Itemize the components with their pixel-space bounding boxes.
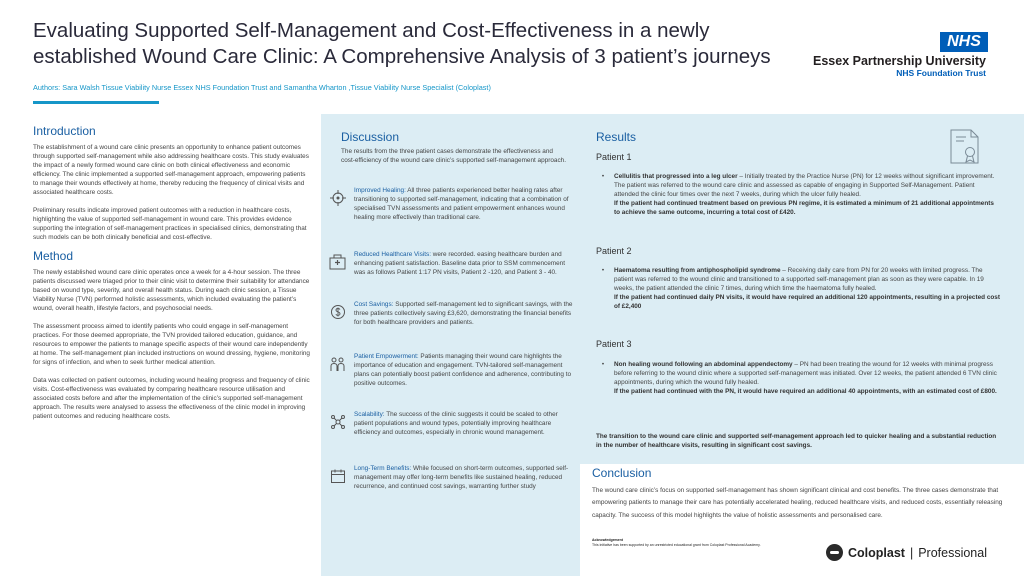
case-title: Haematoma resulting from antiphospholipid syndrome bbox=[614, 267, 781, 274]
conclusion-section bbox=[580, 464, 1024, 576]
discussion-lead: Long-Term Benefits: bbox=[354, 465, 412, 472]
bullet: • bbox=[601, 361, 605, 368]
discussion-text: Supported self-management led to significant savings, with the three patients collectively saving £3,620, demonstrating the financial benefits for both healthcare providers and patients. bbox=[354, 301, 573, 326]
logo-separator: | bbox=[909, 545, 914, 560]
discussion-item-empowerment bbox=[329, 352, 574, 388]
title-line-2: established Wound Care Clinic: A Comprehensive Analysis of 3 patient’s journeys bbox=[33, 45, 771, 68]
discussion-item-healing bbox=[329, 186, 574, 222]
patient-1-label: Patient 1 bbox=[596, 152, 632, 162]
patient-3-case bbox=[596, 360, 1001, 396]
crosshair-icon bbox=[329, 189, 346, 206]
discussion-intro: The results from the three patient cases demonstrate the effectiveness and cost-efficiency of the wound care clinic’s supported self-management approach. bbox=[341, 148, 566, 164]
discussion-lead: Cost Savings: bbox=[354, 301, 394, 308]
acknowledgement-title: Acknowledgement bbox=[592, 538, 623, 542]
calendar-icon bbox=[329, 467, 346, 484]
results-panel bbox=[580, 114, 1024, 464]
discussion-text: Patients managing their wound care highlights the importance of education and engagement. TVN-tailored self-management plans can potentially boost patient confidence and adherence, contributing to positive outcomes. bbox=[354, 353, 572, 387]
case-projection: If the patient had continued with the PN, it would have required an additional 40 appointments, with an estimated cost of £800. bbox=[614, 388, 997, 395]
discussion-text: While focused on short-term outcomes, supported self-management may offer long-term benefits like sustained healing, reduced recurrence, and continued cost savings, warranting further study bbox=[354, 465, 569, 490]
coloplast-mark-icon bbox=[826, 544, 843, 561]
discussion-item-visits bbox=[329, 250, 574, 277]
discussion-item-cost bbox=[329, 300, 574, 327]
patient-1-case bbox=[596, 172, 1001, 217]
poster-title bbox=[33, 18, 793, 70]
patient-2-case bbox=[596, 266, 1001, 311]
money-icon bbox=[329, 303, 346, 320]
coloplast-product: Professional bbox=[918, 545, 987, 560]
discussion-lead: Patient Empowerment: bbox=[354, 353, 419, 360]
results-summary: The transition to the wound care clinic and supported self-management approach led to quicker healing and a substantial reduction in the number of healthcare visits, resulting in significant cost savings. bbox=[596, 433, 997, 449]
results-heading: Results bbox=[596, 130, 637, 144]
method-paragraph-1: The newly established wound care clinic operates once a week for a 4-hour session. The three patients discussed were triaged prior to their clinic visit to determine their suitability for attendance based on wound type, severity, and overall health status. During each clinic session, a Tissue Viability Nurse (TVN) performed holistic assessments, which included evaluating the patient’s wound, overall health, lifestyle factors, and psychosocial needs. bbox=[33, 269, 310, 312]
certificate-icon bbox=[948, 128, 982, 166]
method-paragraph-2: The assessment process aimed to identify patients who could engage in self-management practices. For those deemed appropriate, the TVN provided tailored education, guidance, and resources to empower the patients to manage specific aspects of their wound care independently at home. The self-management plan included instructions on wound dressing, hygiene, monitoring for signs of infection, and when to seek further medical attention. bbox=[33, 323, 310, 366]
intro-method-column bbox=[33, 124, 311, 544]
case-projection: If the patient had continued treatment based on previous PN regime, it is estimated a minimum of 21 additional appointments to achieve the same outcome, incurring a total cost of £420. bbox=[614, 200, 994, 216]
discussion-text: were recorded. easing healthcare burden and enhancing patient satisfaction. Baseline data prior to SSM commencement was as follows Patient 1:17 PN visits, Patient 2 -120, and Patient 3 - 40. bbox=[354, 251, 566, 276]
discussion-lead: Reduced Healthcare Visits: bbox=[354, 251, 431, 258]
organisation-name: Essex Partnership University bbox=[813, 54, 986, 68]
case-title: Cellulitis that progressed into a leg ulcer bbox=[614, 173, 738, 180]
introduction-paragraph-2: Preliminary results indicate improved patient outcomes with a reduction in healthcare costs, highlighting the value of supported self-management in wound care. This provides evidence supporting the integration of self-management practices in specialised clinics, demonstrating that such models can be both clinically beneficial and cost-effective. bbox=[33, 207, 307, 241]
discussion-panel bbox=[321, 114, 580, 576]
discussion-text: All three patients experienced better healing rates after transitioning to supported self-management, indicating that a combination of specialised TVN assessments and patient empowerment enhances wound healing more effectively than traditional care. bbox=[354, 187, 569, 221]
organisation-subtitle: NHS Foundation Trust bbox=[896, 68, 986, 78]
case-text: – Initially treated by the Practice Nurse (PN) for 12 weeks without significant improvement. The patient was referred to the wound care clinic and assessed as capable of engaging in Supported Self-Management. Patient attended the clinic four times over the next 7 weeks, during which the ulcer fully healed. bbox=[614, 173, 995, 198]
conclusion-text: The wound care clinic’s focus on supported self-management has shown significant clinical and cost benefits. The three cases demonstrate that empowering patients to manage their care has potentially accelerated healing, reduced healthcare visits, and reduced costs, essentially releasing capacity. The success of this model highlights the value of holistic assessments and personalised care. bbox=[592, 487, 1003, 519]
network-icon bbox=[329, 413, 346, 430]
discussion-text: The success of the clinic suggests it could be scaled to other patient populations and wound types, potentially improving healthcare efficiency and outcomes, especially in chronic wound management. bbox=[354, 411, 558, 436]
patient-3-label: Patient 3 bbox=[596, 339, 632, 349]
acknowledgement-text: This initiative has been supported by an unrestricted educational grant from Coloplast Professional Academy. bbox=[592, 543, 761, 547]
patient-2-label: Patient 2 bbox=[596, 246, 632, 256]
method-heading: Method bbox=[33, 249, 74, 263]
people-icon bbox=[329, 355, 346, 372]
conclusion-heading: Conclusion bbox=[592, 466, 652, 480]
case-title: Non healing wound following an abdominal appendectomy bbox=[614, 361, 793, 368]
coloplast-logo bbox=[826, 544, 987, 561]
introduction-paragraph-1: The establishment of a wound care clinic presents an opportunity to enhance patient outcomes through supported self-management while also addressing healthcare costs. This study evaluates the impact of a newly formed wound care clinic on both clinical effectiveness and economic efficiency. The clinic implemented a supported self-management approach, empowering patients to manage their wounds effectively at home, thereby reducing the frequency of clinical visits and associated healthcare costs. bbox=[33, 144, 309, 196]
discussion-item-long-term bbox=[329, 464, 574, 491]
coloplast-brand: Coloplast bbox=[848, 545, 905, 560]
discussion-lead: Improved Healing: bbox=[354, 187, 406, 194]
discussion-heading: Discussion bbox=[341, 130, 400, 144]
case-projection: If the patient had continued daily PN visits, it would have required an additional 120 appointments, resulting in a projected cost of £2,400 bbox=[614, 294, 1000, 310]
title-divider bbox=[33, 101, 159, 104]
acknowledgement bbox=[592, 538, 761, 548]
discussion-lead: Scalability: bbox=[354, 411, 385, 418]
method-paragraph-3: Data was collected on patient outcomes, including wound healing progress and frequency of clinic visits. Cost-effectiveness was evaluated by comparing healthcare resource utilisation and associated costs before and after the implementation of the clinic’s supported self-management approach. The results were analysed to assess the effectiveness of the clinic model in improving patient outcomes and reducing healthcare costs. bbox=[33, 377, 310, 420]
title-line-1: Evaluating Supported Self-Management and Cost-Effectiveness in a newly bbox=[33, 19, 710, 42]
case-text: – PN had been treating the wound for 12 weeks with minimal progress before referring to the wound clinic where a supported self-management was initiated. Over 12 weeks, the patient attended 6 TVN clinic appointments, during which the wound fully healed. bbox=[614, 361, 997, 386]
bullet: • bbox=[601, 173, 605, 180]
hospital-icon bbox=[329, 253, 346, 270]
nhs-logo: NHS bbox=[940, 32, 988, 52]
discussion-item-scalability bbox=[329, 410, 574, 437]
bullet: • bbox=[601, 267, 605, 274]
authors: Authors: Sara Walsh Tissue Viability Nurse Essex NHS Foundation Trust and Samantha Wharton ,Tissue Viability Nurse Specialist (Coloplast) bbox=[33, 83, 491, 92]
case-text: – Receiving daily care from PN for 20 weeks with limited progress. The patient was referred to the wound clinic and transitioned to a supported self-management plan as soon as they were capable. In 19 weeks, the patient attended the clinic 7 times, during which time the haematoma fully healed. bbox=[614, 267, 984, 292]
introduction-heading: Introduction bbox=[33, 124, 96, 138]
